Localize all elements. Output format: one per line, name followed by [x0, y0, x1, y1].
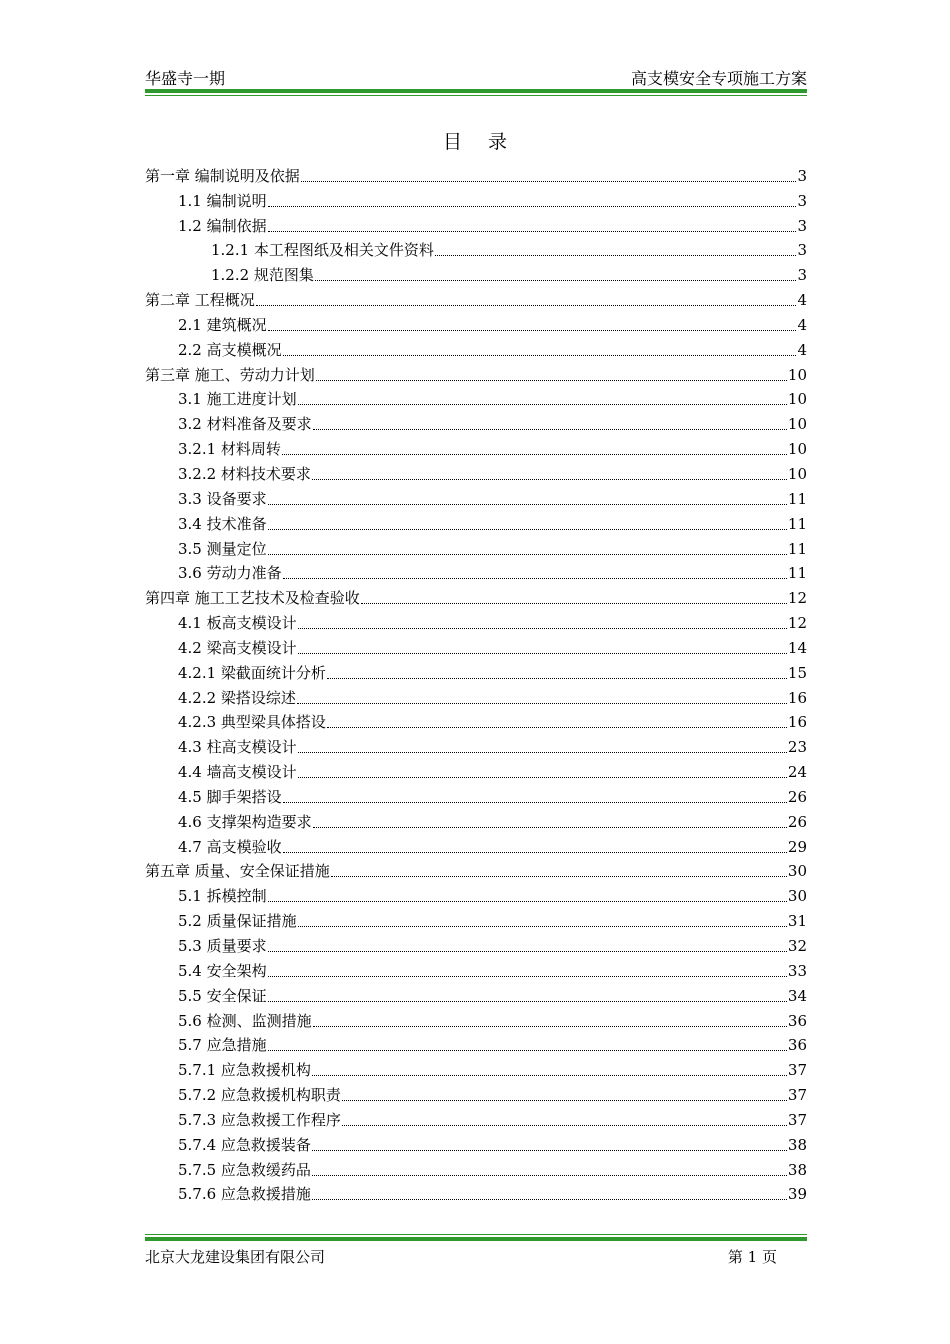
toc-entry[interactable]: [145, 607, 807, 632]
toc-entry[interactable]: [145, 731, 807, 756]
toc-entry[interactable]: [145, 359, 807, 384]
toc-entry-title: 1.1 编制说明: [178, 191, 267, 210]
toc-leader-dots: [342, 1099, 787, 1101]
toc-leader-dots: [283, 851, 787, 853]
toc-entry-title: 4.2.3 典型梁具体搭设: [178, 713, 326, 732]
toc-entry-page: 30: [787, 887, 807, 906]
toc-leader-dots: [298, 776, 787, 778]
toc-entry-page: 3: [797, 241, 807, 260]
toc-entry-title: 4.7 高支模验收: [178, 837, 282, 856]
toc-entry-page: 36: [787, 1036, 807, 1055]
toc-leader-dots: [312, 1074, 787, 1076]
toc-leader-dots: [331, 875, 787, 877]
toc-entry-title: 4.5 脚手架搭设: [178, 787, 282, 806]
toc-entry-page: 16: [787, 688, 807, 707]
toc-leader-dots: [298, 627, 787, 629]
header-rule-thick: [145, 89, 807, 93]
toc-entry-title: 4.2.1 梁截面统计分析: [178, 663, 326, 682]
toc-entry-page: 14: [787, 638, 807, 657]
toc-entry-title: 3.2.1 材料周转: [178, 440, 281, 459]
toc-entry-title: 4.3 柱高支模设计: [178, 738, 297, 757]
toc-entry-page: 11: [787, 489, 807, 508]
footer-page-number: 第 1 页: [727, 1248, 777, 1266]
toc-entry-title: 5.4 安全架构: [178, 961, 267, 980]
footer-rule-thin: [145, 1234, 807, 1235]
toc-entry-page: 11: [787, 564, 807, 583]
toc-entry[interactable]: [145, 806, 807, 831]
toc-leader-dots: [268, 503, 787, 505]
toc-entry-page: 15: [787, 663, 807, 682]
toc-entry-page: 11: [787, 539, 807, 558]
toc-entry[interactable]: [145, 707, 807, 732]
toc-entry-page: 36: [787, 1011, 807, 1030]
toc-entry-page: 11: [787, 514, 807, 533]
toc-leader-dots: [298, 925, 787, 927]
toc-entry[interactable]: [145, 1054, 807, 1079]
toc-entry[interactable]: [145, 1179, 807, 1204]
toc-entry-title: 5.7.4 应急救援装备: [178, 1135, 311, 1154]
toc-leader-dots: [313, 826, 787, 828]
toc-entry-page: 29: [787, 837, 807, 856]
toc-leader-dots: [268, 1000, 787, 1002]
toc-entry-title: 3.3 设备要求: [178, 489, 267, 508]
toc-entry-title: 4.2 梁高支模设计: [178, 638, 297, 657]
toc-entry[interactable]: [145, 259, 807, 284]
toc-entry-page: 3: [797, 216, 807, 235]
toc-leader-dots: [268, 329, 797, 331]
footer-company: 北京大龙建设集团有限公司: [145, 1248, 326, 1266]
header-rule-thin: [145, 95, 807, 96]
toc-entry-page: 10: [787, 440, 807, 459]
toc-entry-page: 10: [787, 390, 807, 409]
toc-leader-dots: [315, 279, 797, 281]
toc-entry[interactable]: [145, 558, 807, 583]
toc-entry-page: 24: [787, 763, 807, 782]
toc-entry-page: 38: [787, 1160, 807, 1179]
toc-entry[interactable]: [145, 657, 807, 682]
toc-entry-title: 1.2.2 规范图集: [211, 266, 314, 285]
toc-entry-title: 第三章 施工、劳动力计划: [145, 365, 315, 384]
toc-entry-page: 32: [787, 937, 807, 955]
toc-entry[interactable]: [145, 384, 807, 409]
toc-entry[interactable]: [145, 930, 807, 955]
toc-leader-dots: [298, 652, 787, 654]
toc-leader-dots: [283, 577, 787, 579]
toc-entry-page: 26: [787, 812, 807, 831]
toc-entry-page: 3: [797, 266, 807, 285]
toc-entry-page: 26: [787, 787, 807, 806]
toc-entry-title: 第五章 质量、安全保证措施: [145, 862, 330, 881]
toc-leader-dots: [256, 304, 797, 306]
toc-entry-page: 37: [787, 1086, 807, 1105]
toc-leader-dots: [312, 478, 787, 480]
toc-entry[interactable]: [145, 1129, 807, 1154]
toc-leader-dots: [312, 1198, 787, 1200]
toc-entry-title: 5.3 质量要求: [178, 937, 267, 955]
toc-entry[interactable]: [145, 408, 807, 433]
toc-entry[interactable]: [145, 980, 807, 1005]
toc-entry-title: 5.5 安全保证: [178, 986, 267, 1005]
toc-entry-title: 第四章 施工工艺技术及检查验收: [145, 589, 360, 608]
toc-entry-title: 3.2.2 材料技术要求: [178, 464, 311, 483]
toc-entry-page: 4: [797, 291, 807, 310]
toc-leader-dots: [312, 1149, 787, 1151]
toc-entry-title: 4.6 支撑架构造要求: [178, 812, 312, 831]
toc-entry[interactable]: [145, 582, 807, 607]
toc-leader-dots: [316, 379, 787, 381]
toc-title: 目录: [442, 131, 533, 153]
toc-entry-title: 5.6 检测、监测措施: [178, 1011, 312, 1030]
toc-entry-title: 第二章 工程概况: [145, 291, 255, 310]
toc-leader-dots: [342, 1124, 787, 1126]
toc-entry[interactable]: [145, 1005, 807, 1030]
toc-entry-page: 23: [787, 738, 807, 757]
toc-entry-page: 12: [787, 614, 807, 633]
toc-entry-title: 5.2 质量保证措施: [178, 912, 297, 931]
toc-entry[interactable]: [145, 905, 807, 930]
toc-entry[interactable]: [145, 160, 807, 185]
toc-entry-title: 3.6 劳动力准备: [178, 564, 282, 583]
toc-entry-page: 37: [787, 1061, 807, 1080]
toc-entry[interactable]: [145, 483, 807, 508]
toc-leader-dots: [298, 751, 787, 753]
toc-entry[interactable]: [145, 334, 807, 359]
toc-entry-title: 3.2 材料准备及要求: [178, 415, 312, 434]
toc-leader-dots: [283, 801, 787, 803]
toc-entry-page: 16: [787, 713, 807, 732]
page-header: [145, 66, 807, 88]
toc-entry-page: 10: [787, 464, 807, 483]
toc-entry-page: 38: [787, 1135, 807, 1154]
toc-entry-title: 3.4 技术准备: [178, 514, 267, 533]
table-of-contents: [145, 160, 807, 1203]
toc-leader-dots: [268, 230, 797, 232]
toc-entry-title: 2.2 高支模概况: [178, 340, 282, 359]
toc-leader-dots: [268, 553, 787, 555]
toc-leader-dots: [283, 354, 797, 356]
toc-entry[interactable]: [145, 533, 807, 558]
toc-entry-page: 33: [787, 961, 807, 980]
toc-entry-page: 10: [787, 415, 807, 434]
toc-entry-title: 4.1 板高支模设计: [178, 614, 297, 633]
toc-leader-dots: [297, 702, 787, 704]
toc-leader-dots: [327, 726, 787, 728]
toc-entry[interactable]: [145, 235, 807, 260]
toc-entry[interactable]: [145, 309, 807, 334]
toc-entry[interactable]: [145, 1154, 807, 1179]
toc-entry-title: 5.1 拆模控制: [178, 887, 267, 906]
toc-entry-page: 12: [787, 589, 807, 608]
toc-entry-page: 34: [787, 986, 807, 1005]
toc-entry-page: 4: [797, 340, 807, 359]
toc-entry-page: 4: [797, 315, 807, 334]
toc-entry[interactable]: [145, 284, 807, 309]
toc-entry[interactable]: [145, 508, 807, 533]
toc-leader-dots: [268, 205, 797, 207]
toc-leader-dots: [312, 1174, 787, 1176]
toc-entry[interactable]: [145, 831, 807, 856]
toc-entry-page: 3: [797, 166, 807, 185]
toc-entry[interactable]: [145, 756, 807, 781]
toc-leader-dots: [298, 403, 787, 405]
toc-leader-dots: [301, 180, 797, 182]
toc-entry[interactable]: [145, 1079, 807, 1104]
toc-entry-page: 37: [787, 1110, 807, 1129]
toc-leader-dots: [268, 1049, 787, 1051]
toc-entry-title: 第一章 编制说明及依据: [145, 166, 300, 185]
toc-leader-dots: [268, 528, 787, 530]
toc-entry-title: 2.1 建筑概况: [178, 315, 267, 334]
toc-leader-dots: [282, 453, 787, 455]
toc-leader-dots: [327, 677, 787, 679]
page-footer: [145, 1246, 807, 1268]
toc-entry-title: 4.4 墙高支模设计: [178, 763, 297, 782]
toc-entry-page: 30: [787, 862, 807, 881]
toc-leader-dots: [268, 900, 787, 902]
toc-entry-title: 4.2.2 梁搭设综述: [178, 688, 296, 707]
toc-entry-page: 31: [787, 912, 807, 931]
toc-entry[interactable]: [145, 210, 807, 235]
toc-entry[interactable]: [145, 1104, 807, 1129]
toc-leader-dots: [268, 950, 787, 952]
toc-entry-title: 3.5 测量定位: [178, 539, 267, 558]
toc-leader-dots: [313, 428, 787, 430]
toc-leader-dots: [361, 602, 787, 604]
toc-entry[interactable]: [145, 856, 807, 881]
toc-entry-page: 10: [787, 365, 807, 384]
toc-entry[interactable]: [145, 433, 807, 458]
toc-entry-title: 5.7.5 应急救缓药品: [178, 1160, 311, 1179]
header-project-name: 华盛寺一期: [145, 69, 226, 88]
toc-entry[interactable]: [145, 682, 807, 707]
toc-entry-title: 5.7.3 应急救援工作程序: [178, 1110, 341, 1129]
footer-rule-thick: [145, 1237, 807, 1241]
toc-entry-title: 5.7.2 应急救援机构职责: [178, 1086, 341, 1105]
toc-entry-title: 1.2 编制依据: [178, 216, 267, 235]
toc-entry[interactable]: [145, 458, 807, 483]
toc-entry-title: 5.7.1 应急救援机构: [178, 1061, 311, 1080]
toc-entry-title: 1.2.1 本工程图纸及相关文件资料: [211, 241, 434, 260]
toc-entry[interactable]: [145, 781, 807, 806]
toc-entry-title: 5.7 应急措施: [178, 1036, 267, 1055]
toc-leader-dots: [435, 254, 797, 256]
toc-entry-title: 5.7.6 应急救援措施: [178, 1185, 311, 1204]
header-document-title: 高支模安全专项施工方案: [630, 69, 807, 88]
toc-entry[interactable]: [145, 1030, 807, 1055]
toc-leader-dots: [268, 975, 787, 977]
toc-entry[interactable]: [145, 880, 807, 905]
toc-entry[interactable]: [145, 632, 807, 657]
toc-entry[interactable]: [145, 955, 807, 980]
toc-entry-page: 3: [797, 191, 807, 210]
toc-entry[interactable]: [145, 185, 807, 210]
toc-entry-title: 3.1 施工进度计划: [178, 390, 297, 409]
toc-leader-dots: [313, 1025, 787, 1027]
toc-entry-page: 39: [787, 1185, 807, 1204]
